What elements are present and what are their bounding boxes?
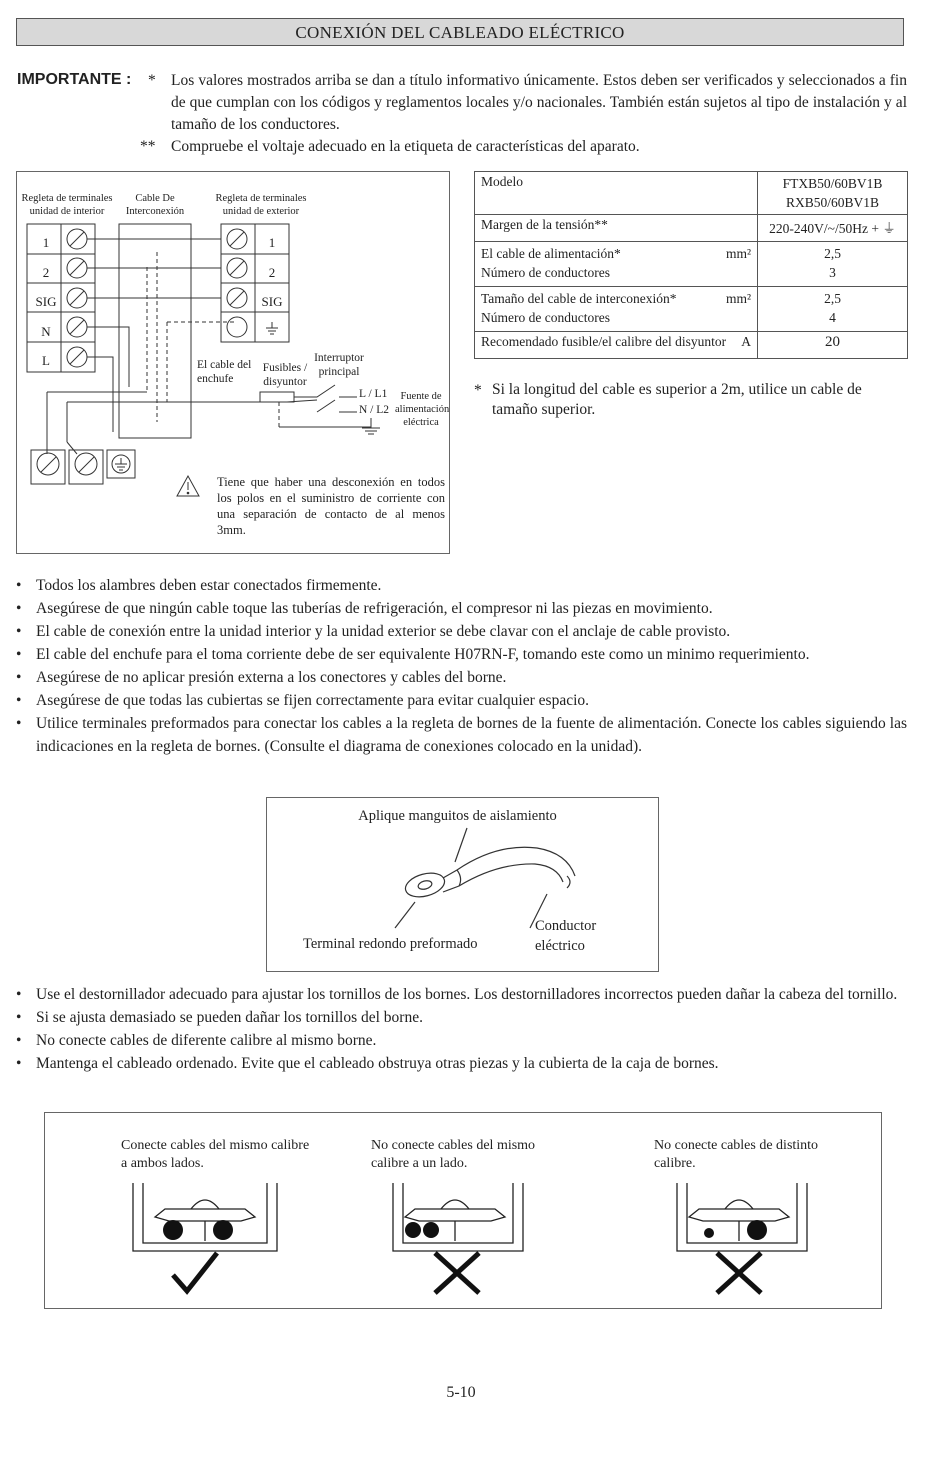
power-cable-label: El cable de alimentación*: [481, 246, 621, 261]
case-1-text: Conecte cables del mismo calibre a ambos lados.: [121, 1138, 310, 1171]
fuse-unit: A: [741, 334, 751, 349]
wiring-diagram: [16, 171, 450, 554]
ground-icon: ⏚: [882, 221, 896, 236]
list-item: • Mantenga el cableado ordenado. Evite que el cableado obstruya otras piezas y la cubierta de la caja de bornes.: [16, 1052, 907, 1075]
cross-icon: [455, 1263, 456, 1264]
list-item: • Si se ajusta demasiado se pueden dañar los tornillos del borne.: [16, 1006, 907, 1029]
power-cable-value: 2,5: [824, 246, 841, 261]
voltage-label: Margen de la tensión**: [475, 215, 758, 242]
outdoor-terminal-2: 2: [268, 264, 276, 280]
power-source-label: Fuente de alimentación eléctrica: [395, 391, 450, 428]
inter-cable-cell: [475, 287, 758, 332]
inter-cable-values: [758, 287, 908, 332]
cross-icon: [739, 1263, 740, 1264]
important-text-2: Compruebe el voltaje adecuado en la etiqueta de características del aparato.: [171, 138, 640, 155]
conductor-label: Conductor eléctrico: [535, 918, 597, 954]
list-item: • El cable del enchufe para el toma corriente debe de ser equivalente H07RN-F, tomando este como un minimo requerimiento.: [16, 643, 907, 666]
spec-row-inter-cable: [475, 287, 908, 332]
model-value-2: RXB50/60BV1B: [785, 195, 880, 210]
model-value-cell: [758, 172, 908, 215]
list-item: • Asegúrese de no aplicar presión externa a los conectores y cables del borne.: [16, 666, 907, 689]
spec-note-star: *: [474, 382, 482, 399]
model-value-1: FTXB50/60BV1B: [782, 176, 883, 191]
indoor-terminals: [31, 228, 61, 376]
inter-conductors-value: 4: [829, 310, 836, 325]
plug-cable-label: El cable del enchufe: [197, 359, 252, 385]
spec-note: Si la longitud del cable es superior a 2m, utilice un cable de tamaño superior.: [492, 381, 862, 418]
bullet-list-2: [16, 983, 907, 1075]
power-conductors-value: 3: [829, 265, 836, 280]
spec-row-fuse: [475, 332, 908, 359]
list-item: • El cable de conexión entre la unidad interior y la unidad exterior se debe clavar con el anclaje de cable provisto.: [16, 620, 907, 643]
outdoor-terminal-sig: SIG: [261, 294, 283, 309]
voltage-value: 220-240V/~/50Hz +: [769, 221, 879, 236]
indoor-terminal-sig: SIG: [35, 294, 57, 309]
list-item: • No conecte cables de diferente calibre al mismo borne.: [16, 1029, 907, 1052]
spec-row-power-cable: [475, 242, 908, 287]
list-item: • Todos los alambres deben estar conectados firmemente.: [16, 574, 907, 597]
inter-cable-label: Tamaño del cable de interconexión*: [481, 291, 677, 306]
outdoor-terminal-label: Regleta de terminales unidad de exterior: [215, 193, 307, 217]
page-number: 5-10: [446, 1384, 476, 1401]
l2-label: N / L2: [359, 404, 390, 416]
voltage-value-cell: [758, 215, 908, 242]
warning-text: Tiene que haber una desconexión en todos los polos en el suministro de corriente con una separación de contacto de al menos 3mm.: [217, 475, 445, 537]
fuse-label: Recomendado fusible/el calibre del disyuntor: [481, 334, 727, 349]
inter-cable-value: 2,5: [824, 291, 841, 306]
page-title: CONEXIÓN DEL CABLEADO ELÉCTRICO: [16, 18, 904, 46]
list-item: • Utilice terminales preformados para conectar los cables a la regleta de bornes de la fuente de alimentación. Conecte los cables siguiendo las indicaciones en la regleta de bornes. (Consulte el diagrama de conexiones colocado en la unidad).: [16, 712, 907, 758]
indoor-terminal-n: N: [41, 323, 51, 339]
l1-label: L / L1: [359, 388, 388, 400]
bullet-list-1: [16, 574, 907, 758]
list-item: • Use el destornillador adecuado para ajustar los tornillos de los bornes. Los destornilladores incorrectos pueden dañar la cabeza del tornillo.: [16, 983, 907, 1006]
fuse-value: 20: [758, 332, 908, 359]
case-2-text: No conecte cables del mismo calibre a un lado.: [371, 1138, 536, 1171]
gauge-drawings: [45, 1113, 881, 1308]
important-star-1: *: [148, 72, 156, 89]
list-item: • Asegúrese de que todas las cubiertas se fijen correctamente para evitar cualquier espacio.: [16, 689, 907, 712]
spec-row-model: [475, 172, 908, 215]
power-cable-unit: mm²: [725, 246, 751, 261]
terminal-label: Terminal redondo preformado: [303, 936, 478, 952]
sleeve-label: Aplique manguitos de aislamiento: [358, 808, 557, 824]
indoor-terminal-1: 1: [42, 235, 50, 250]
inter-cable-unit: mm²: [725, 291, 751, 306]
interconnection-cable-label: Cable De Interconexión: [125, 193, 185, 217]
fuses-label: Fusibles / disyuntor: [262, 362, 308, 388]
check-icon: [185, 1263, 186, 1264]
important-text-1: Los valores mostrados arriba se dan a título informativo únicamente. Estos deben ser verificados y seleccionados a fin de que cumplan con los códigos y reglamentos locales y/o nacionales. También están sujetos al tipo de instalación y al tamaño de los conductores.: [171, 72, 907, 133]
power-conductors-label: Número de conductores: [481, 265, 610, 280]
indoor-terminal-label: Regleta de terminales unidad de interior: [21, 193, 113, 217]
spec-table: [474, 171, 908, 359]
main-switch-label: Interruptor principal: [314, 352, 364, 378]
indoor-terminal-l: L: [42, 353, 50, 368]
outdoor-terminal-1: 1: [268, 235, 276, 250]
power-cable-cell: [475, 242, 758, 287]
case-3-text: No conecte cables de distinto calibre.: [654, 1138, 819, 1171]
important-label: IMPORTANTE :: [17, 71, 132, 88]
inter-conductors-label: Número de conductores: [481, 310, 610, 325]
important-star-2: **: [140, 138, 156, 155]
fuse-cell: [475, 332, 758, 359]
list-item: • Asegúrese de que ningún cable toque las tuberías de refrigeración, el compresor ni las piezas en movimiento.: [16, 597, 907, 620]
indoor-terminal-2: 2: [42, 264, 50, 280]
spec-row-voltage: [475, 215, 908, 242]
model-label: Modelo: [475, 172, 758, 215]
power-cable-values: [758, 242, 908, 287]
wire-gauge-figure: [44, 1112, 882, 1309]
outdoor-terminals: [257, 228, 287, 317]
terminal-figure: [266, 797, 659, 972]
